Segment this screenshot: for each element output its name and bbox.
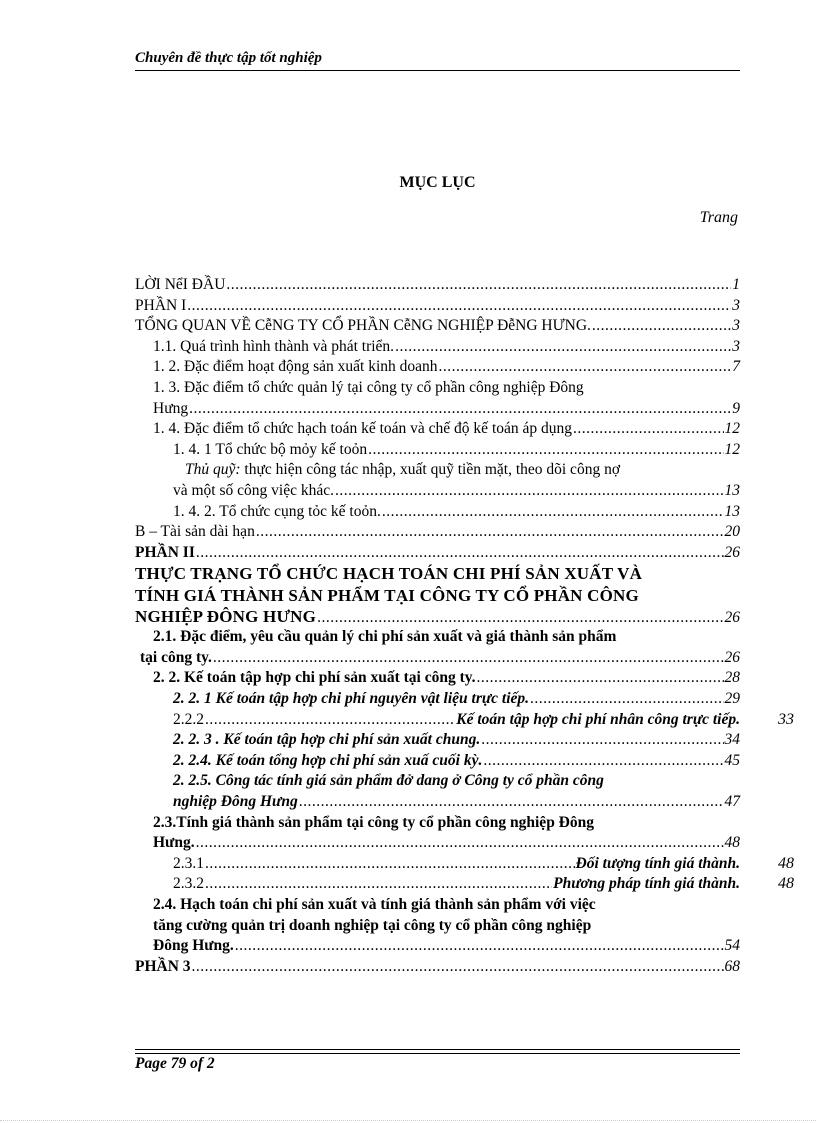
toc-entry-number: 2.3.1 [173, 854, 204, 872]
toc-entry-label: NGHIỆP ĐÔNG HƯNG [135, 606, 317, 626]
toc-entry-page: 48 [778, 854, 794, 872]
toc-entry-label: PHẦN II [135, 543, 195, 561]
toc-entry-page: 26 [724, 648, 740, 666]
toc-entry-page: 29 [724, 689, 740, 707]
toc-entry-page: 13 [724, 502, 740, 520]
toc-entry-label: thực hiện công tác nhập, xuất quỹ tiền mặt, theo dõi công nợ [240, 461, 621, 479]
toc-entry-page: 12 [724, 440, 740, 458]
toc-entry-label: 2. 2. Kế toán tập hợp chi phí sản xuất tại công ty. [153, 669, 476, 687]
toc-entry-label: Đông Hưng. [153, 937, 234, 955]
toc-entry[interactable] [135, 316, 740, 337]
running-header: Chuyên đề thực tập tốt nghiệp [135, 50, 322, 66]
toc-entry-label: 2. 2.5. Công tác tính giá sản phẩm đở dang ở Công ty cổ phần công [173, 772, 604, 790]
toc-entry-page: 20 [724, 523, 740, 541]
toc-entry-label: và một số công việc khác. [173, 481, 334, 499]
toc-entry[interactable] [135, 357, 740, 378]
toc-entry-label: 2. 2. 3 . Kế toán tập hợp chi phí sản xuất chung. [173, 731, 481, 749]
toc-entry-label: tăng cường quản trị doanh nghiệp tại công ty cổ phần công nghiệp [153, 916, 592, 934]
toc-entry-label: PHẦN 3 [135, 957, 191, 975]
toc-entry[interactable] [135, 771, 740, 792]
toc-entry[interactable] [135, 563, 740, 584]
toc-entry[interactable] [135, 710, 794, 731]
toc-entry-label: nghiệp Đông Hưng [173, 792, 298, 810]
toc-entry-page: 1 [732, 276, 740, 293]
toc-entry-label: 1. 3. Đặc điểm tổ chức quản lý tại công ty cổ phần công nghiệp Đông [153, 378, 584, 396]
toc-entry[interactable] [135, 833, 740, 854]
toc-entry-page: 54 [724, 937, 740, 955]
toc-entry[interactable] [135, 957, 740, 978]
toc-entry-page: 3 [732, 337, 740, 355]
toc-entry-label: 1. 4. 2. Tổ chức cụng tỏc kế toỏn. [173, 502, 381, 520]
toc-entry-label: Hưng [153, 399, 189, 417]
toc-entry-label: Hưng. [153, 834, 195, 852]
toc-entry-page: 33 [778, 710, 794, 728]
toc-entry-label: TÍNH GIÁ THÀNH SẢN PHẨM TẠI CÔNG TY CỔ PHẦN CÔNG [135, 585, 639, 605]
toc-entry-label: THỰC TRẠNG TỔ CHỨC HẠCH TOÁN CHI PHÍ SẢN XUẤT VÀ [135, 564, 643, 584]
toc-entry-label: 2.1. Đặc điểm, yêu cầu quản lý chi phí sản xuất và giá thành sản phẩm [153, 628, 617, 646]
toc-entry-page: 48 [778, 875, 794, 893]
toc-entry[interactable] [135, 399, 740, 420]
toc-entry[interactable] [135, 275, 740, 296]
toc-entry-label: 2.4. Hạch toán chi phí sản xuất và tính giá thành sản phẩm với việc [153, 895, 596, 913]
toc-entry[interactable] [135, 522, 740, 543]
toc-entry-label: Đối tượng tính giá thành. [575, 854, 740, 872]
toc-entry[interactable] [135, 627, 740, 648]
toc-entry-label: 1. 2. Đặc điểm hoạt động sản xuất kinh doanh [153, 358, 438, 376]
toc-entry[interactable] [135, 874, 794, 895]
toc-entry-page: 7 [732, 358, 740, 376]
footer-rule [135, 1053, 740, 1054]
toc-entry-label: TỔNG QUAN VỀ CễNG TY CỔ PHẦN CễNG NGHIỆP ĐễNG HƯNG. [135, 317, 591, 335]
toc-entry[interactable] [135, 460, 740, 481]
toc-entry-page: 45 [724, 751, 740, 769]
toc-entry[interactable] [135, 543, 740, 564]
toc-entry[interactable] [135, 648, 740, 669]
toc-entry-label: PHẦN I [135, 296, 187, 314]
toc-entry[interactable] [135, 668, 740, 689]
toc-entry-page: 3 [732, 317, 740, 335]
toc-entry-page: 26 [724, 608, 740, 626]
toc-entry-label: LỜI NểI ĐẦU [135, 276, 226, 293]
toc-title: MỤC LỤC [399, 174, 476, 191]
toc-entry[interactable] [135, 502, 740, 523]
toc-entry-label: B – Tài sản dài hạn [135, 523, 255, 541]
page-footer: Page 79 of 2 [135, 1055, 215, 1072]
toc-entry[interactable] [135, 606, 740, 627]
toc-entry-prefix: Thủ quỹ: [185, 461, 241, 479]
toc-entry-label: 1. 4. Đặc điểm tổ chức hạch toán kế toán và chế độ kế toán áp dụng [153, 420, 573, 438]
page-column-label: Trang [699, 209, 738, 226]
toc-entry[interactable] [135, 895, 740, 916]
toc-entry[interactable] [135, 440, 740, 461]
toc-entry-page: 47 [724, 792, 740, 810]
toc-entry-label: 1.1. Quá trình hình thành và phát triển. [153, 337, 395, 355]
toc-entry-number: 2.3.2 [173, 875, 204, 893]
toc-entry[interactable] [135, 481, 740, 502]
header-rule [135, 70, 740, 71]
toc-entry-page: 13 [724, 481, 740, 499]
toc-entry-label: 2.3.Tính giá thành sản phẩm tại công ty cổ phần công nghiệp Đông [153, 813, 595, 831]
toc-entry-page: 68 [724, 957, 740, 975]
toc-entry-label: 2. 2.4. Kế toán tổng hợp chi phí sản xuấ cuối kỳ. [173, 751, 483, 769]
toc-entry-page: 48 [724, 834, 740, 852]
toc-entry[interactable] [135, 378, 740, 399]
toc-entry-label: 2. 2. 1 Kế toán tập hợp chi phí nguyên vật liệu trực tiếp. [173, 689, 530, 707]
toc-entry-page: 26 [724, 543, 740, 561]
footer-rule [135, 1049, 740, 1050]
toc-entry-label: Kế toán tập hợp chi phí nhân công trực tiếp. [456, 710, 740, 728]
toc-entry[interactable] [135, 936, 740, 957]
toc-entry-label: Phương pháp tính giá thành. [553, 875, 740, 893]
toc-entry[interactable] [135, 337, 740, 358]
toc-entry[interactable] [135, 296, 740, 317]
toc-entry-page: 12 [724, 420, 740, 438]
toc-entry-page: 3 [732, 296, 740, 314]
toc-entry[interactable] [135, 730, 740, 751]
toc-entry[interactable] [135, 419, 740, 440]
toc-entry-page: 28 [724, 669, 740, 687]
toc-entry-number: 2.2.2 [173, 710, 204, 728]
toc-entry-label: 1. 4. 1 Tổ chức bộ mỏy kế toỏn [173, 440, 368, 458]
toc-entry[interactable] [135, 689, 740, 710]
toc-entry-page: 9 [732, 399, 740, 417]
toc-entry-label: tại công ty. [140, 648, 212, 666]
toc-entry[interactable] [135, 792, 740, 813]
table-of-contents [135, 275, 794, 977]
toc-entry[interactable] [135, 854, 794, 875]
toc-entry[interactable] [135, 585, 740, 606]
toc-entry-page: 34 [724, 731, 740, 749]
toc-entry[interactable] [135, 751, 740, 772]
toc-entry[interactable] [135, 813, 740, 834]
toc-entry[interactable] [135, 916, 740, 937]
page-bottom-border [0, 1120, 816, 1121]
